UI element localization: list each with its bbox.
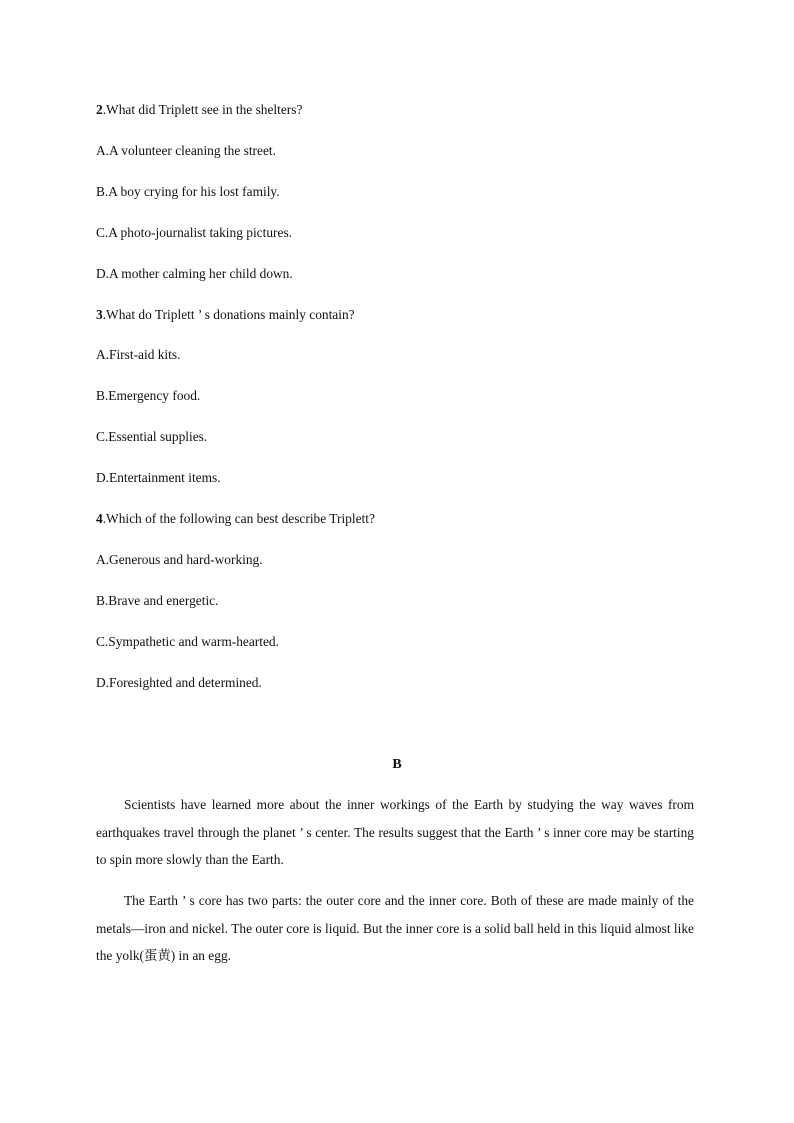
question-4-option-d: D.Foresighted and determined.: [96, 675, 262, 690]
question-3-option-a: A.First-aid kits.: [96, 347, 181, 362]
question-3-option-c: C.Essential supplies.: [96, 429, 208, 444]
question-4-option-c: C.Sympathetic and warm-hearted.: [96, 634, 279, 649]
question-3-option-d: D.Entertainment items.: [96, 470, 221, 485]
question-2-stem: [96, 102, 302, 118]
passage-paragraph-2: The Earth ’ s core has two parts: the outer core and the inner core. Both of these are made mainly of the metals—iron and nickel. The outer core is liquid. But the inner core is a solid ball held in this liquid almost like the yolk(蛋黄) in an egg.: [96, 893, 694, 963]
question-2-option-d: D.A mother calming her child down.: [96, 266, 293, 281]
question-2-option-c: C.A photo-journalist taking pictures.: [96, 225, 293, 240]
question-text: .What do Triplett ’ s donations mainly contain?: [102, 307, 355, 322]
question-number: 3: [96, 307, 103, 322]
question-3-stem: [96, 307, 355, 323]
question-number: 2: [96, 102, 103, 117]
question-text: .Which of the following can best describe Triplett?: [102, 511, 375, 526]
question-3-option-b: B.Emergency food.: [96, 388, 201, 403]
section-title: B: [392, 757, 402, 772]
question-2-option-a: A.A volunteer cleaning the street.: [96, 143, 276, 158]
question-number: 4: [96, 511, 103, 526]
question-4-option-a: A.Generous and hard-working.: [96, 552, 263, 567]
question-2-option-b: B.A boy crying for his lost family.: [96, 184, 280, 199]
question-text: .What did Triplett see in the shelters?: [102, 102, 303, 117]
question-4-option-b: B.Brave and energetic.: [96, 593, 219, 608]
question-4-stem: [96, 511, 375, 527]
passage-paragraph-1: Scientists have learned more about the inner workings of the Earth by studying the way waves from earthquakes travel through the planet ’ s center. The results suggest that the Earth ’ s inner core may be starting to spin more slowly than the Earth.: [96, 797, 694, 867]
